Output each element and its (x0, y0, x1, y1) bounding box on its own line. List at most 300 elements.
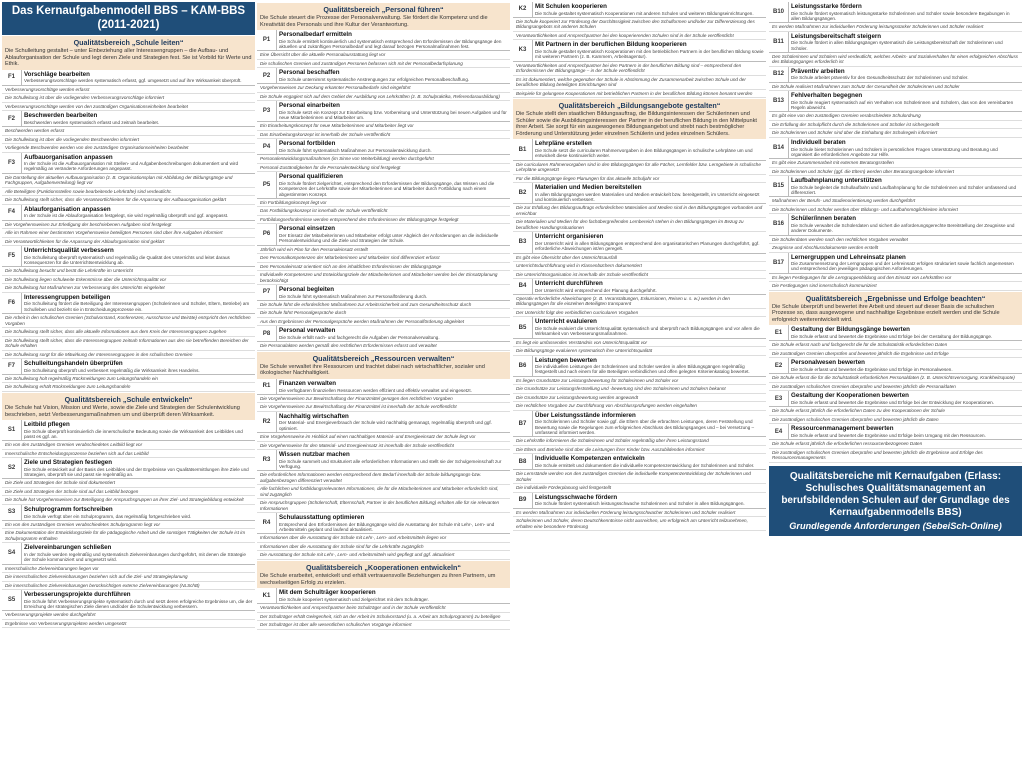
requirement-note: Die Vorgehensweise für den Material- und Energieeinsatz ist innerhalb der Schule veröffentlicht (257, 442, 510, 451)
task-title: Präventiv arbeiten (791, 67, 845, 75)
task-body (22, 246, 255, 266)
section-title: Qualitätsbereich „Schule leiten“ (73, 38, 184, 47)
requirement-note: Das Einarbeitungskonzept ist innerhalb der Schule veröffentlicht (257, 131, 510, 140)
requirement-note: Die Schulleitung stellt sicher, dass alle aktuelle Informationen aus dem Kreis der Interessengruppen zugehen (2, 328, 255, 337)
task-code: P3 (257, 101, 277, 121)
task-title: Personalbedarf ermitteln (279, 31, 352, 39)
requirement-note: Der Unterricht folgt den verbindlichen curricularen Vorgaben (513, 309, 766, 318)
requirement-note: Es werden Maßnahmen zur individuellen Förderung leistungsschwacher Schülerinnen und Schüler realisiert (513, 509, 766, 518)
section-header (257, 3, 510, 30)
requirement-note: Die Materialien und Medien für den fachübergreifenden Lernbereich stehen in den Bildungsgängen im Bezug zu beruflichen Handlungssituationen (513, 218, 766, 232)
requirement-note: Die Schulleitung erhält Rückmeldungen zum Leitungshandeln (2, 383, 255, 392)
task-body (277, 412, 510, 432)
requirement-note: Die Schulleitung ist über die vorliegenden Beschwerden informiert (2, 136, 255, 145)
task-code: E1 (769, 325, 789, 340)
requirement-note: Es gibt eine Zusammenarbeit mit externen Beratungsstellen (769, 159, 1022, 168)
task-body (789, 424, 1022, 439)
section-intro: Die Schule steuert die Prozesse der Personalverwaltung. Sie fördert die Kompetenz und die Kreativität des Personals und ihre Kultur der Verantwortung. (260, 15, 488, 28)
requirement-note: Die rechtlichen Vorgaben zur Durchführung von Abschlussprüfungen werden eingehalten (513, 402, 766, 411)
requirement-note: Ein Fortbildungskonzept liegt vor (257, 199, 510, 208)
task-code: B10 (769, 2, 789, 22)
task-item (2, 153, 255, 174)
task-code: R3 (257, 450, 277, 470)
task-body (533, 279, 766, 294)
requirement-note: Aus den Ergebnissen der Personalgespräche werden Maßnahmen der Personalförderung abgeleitet (257, 318, 510, 327)
task-description: Die Schule führt systematisch Maßnahmen zur Personalförderung durch. (279, 293, 428, 299)
task-code: E4 (769, 424, 789, 439)
requirement-note: Die Unterrichtsorganisation ist innerhalb der Schule veröffentlicht (513, 271, 766, 280)
task-description: Der Unterricht wird in allen Bildungsgängen entsprechend den organisatorischen Planungen durchgeführt, ggf. erforderliche Abweichungen ist/en geregelt. (535, 240, 760, 252)
requirement-note: Unterrichtsdurchführung wird in Klassenbüchern dokumentiert (513, 262, 766, 271)
task-item (769, 214, 1022, 235)
requirement-note: Die Darstellung der aktuellen Aufbauorganisation (z. B. Organisationsplan mit Abbildung der Bildungsgänge und Fachgruppen, Aufgabenverteilung) liegt vor (2, 174, 255, 188)
column-1 (2, 2, 255, 766)
task-title: Über Leistungsstände informieren (535, 411, 636, 419)
task-title: Schulprogramm fortschreiben (24, 505, 113, 513)
task-item (257, 172, 510, 198)
task-description: Die Schule ermittelt kontinuierlich und systematisch entsprechend den Erfordernissen der Bildungsgänge den aktuellen und zukünftigen Personalbedarf und legt darauf bezogen Personalmaßnahmen fest. (279, 38, 502, 50)
task-description: Die Schule fördert in allen Bildungsgängen systematisch die Leistungsbereitschaft der Schülerinnen und Schüler. (791, 40, 1003, 51)
requirement-note: Die Grundsätze zur Leistungsfeststellung und -bewertung sind den Schülerinnen und Schülern bekannt (513, 385, 766, 394)
requirement-note: Alle im Rahmen einer bestimmten Vorgehensweise beteiligten Personen sind über ihre Aufgaben informiert (2, 229, 255, 238)
task-item (257, 68, 510, 84)
requirement-note: Das Fortbildungskonzept ist innerhalb der Schule veröffentlicht (257, 207, 510, 216)
task-body (22, 359, 255, 374)
task-description: In der Schule werden regelmäßig und systematisch Zielvereinbarungen durchgeführt, mit denen die Strategie der Schule kommuniziert und umgesetzt wird. (24, 551, 246, 563)
task-body (789, 358, 1022, 373)
task-code: E2 (769, 358, 789, 373)
section-intro: Die Schule erarbeitet, entwickelt und erhält vertrauensvolle Beziehungen zu ihren Partnern, um wechselseitigen Erfolg zu erzielen. (260, 572, 496, 586)
task-body (533, 183, 766, 203)
requirement-note: Die Schule kooperiert zur Förderung der Durchlässigkeit zwischen den Schulformen und/oder zur Differenzierung des Bildungsangebots mit anderen Schulen (513, 18, 766, 32)
requirement-note: Die Vorgehensweisen zur Bewirtschaftung der Finanzmittel ist innerhalb der Schule veröffentlicht (257, 403, 510, 412)
requirement-note: Verantwortlichkeiten und Ansprechpartner bei den kooperierenden Schulen sind in der Schule veröffentlicht (513, 32, 766, 41)
task-title: Vorschläge bearbeiten (24, 70, 90, 78)
requirement-note: Jährlich wird ein Plan für den Personaleinsatz erstellt (257, 246, 510, 255)
requirement-note: Alle fachlichen und fortbildungsrelevanten Informationen, die für die Mitarbeiterinnen und Mitarbeiter erforderlich sind, sind zugänglich (257, 485, 510, 499)
task-code: F2 (2, 111, 22, 126)
requirement-note: Die Arbeit in den schulischen Gremien (Schulvorstand, Konferenzen, Ausschüsse und Beiräte) entspricht den rechtlichen Vorgaben (2, 314, 255, 328)
task-code: B2 (513, 183, 533, 203)
task-code: S1 (2, 420, 22, 440)
task-item (513, 139, 766, 160)
requirement-note: Die Grundsätze zur Leistungsbewertung werden angewandt (513, 394, 766, 403)
requirement-note: Die Schulleitung ist über die vorliegenden Verbesserungsvorschläge informiert (2, 94, 255, 103)
section-title: Qualitätsbereich „Kooperationen entwickeln“ (306, 562, 461, 572)
task-body (22, 420, 255, 440)
task-code: B13 (769, 91, 789, 111)
task-code: P7 (257, 285, 277, 300)
task-description: Die Schulleitung fördert die Beteiligung der Interessengruppen (Schülerinnen und Schüler, Eltern, Betriebe) am Schulleben und bezieht sie in Entscheidungsprozesse ein. (24, 301, 250, 312)
requirement-note: Die Schule führt Personalgespräche durch (257, 309, 510, 318)
task-description: Die Schule sammelt und strukturiert alle erforderlichen Informationen und stellt sie der Schulgemeinschaft zur Verfügung. (279, 458, 502, 469)
task-code: S4 (2, 543, 22, 563)
task-body (533, 40, 766, 60)
task-title: Aufbauorganisation anpassen (24, 153, 113, 161)
requirement-note: Es gibt eine Übersicht über den Unterrichtsausfall (513, 254, 766, 263)
task-code: B5 (513, 317, 533, 337)
task-title: Nachhaltig wirtschaften (279, 412, 349, 420)
task-body (533, 493, 766, 508)
task-item (257, 379, 510, 395)
requirement-note: Die Schule erfasst jährlich die erforderlichen Daten zu den Kooperationen der Schule (769, 407, 1022, 416)
task-title: Personal verwalten (279, 327, 336, 335)
task-item (2, 420, 255, 441)
task-body (22, 70, 255, 85)
task-code: B3 (513, 232, 533, 252)
task-description: Die Schulleitung überprüft systematisch und regelmäßig die Qualität des Unterrichts und leitet daraus Konsequenzen für die Unterrichtsentwicklung ab. (24, 254, 230, 266)
task-item (769, 424, 1022, 440)
requirement-note: Fortbildungserfordernisse werden entsprechend den Erfordernissen der Bildungsgänge festgelegt (257, 216, 510, 225)
task-title: Zielvereinbarungen schließen (24, 544, 112, 552)
requirement-note: Die Eltern und Betriebe sind über die Leistungen ihrer Kinder bzw. Auszubildenden informiert (513, 446, 766, 455)
task-code: K2 (513, 2, 533, 17)
task-code: R1 (257, 379, 277, 394)
task-description: Die Schule bietet Schülerinnen und Schülern in persönlichen Fragen Unterstützung und Beratung und organisiert die erforderlichen Angebote zur Hilfe. (791, 146, 998, 157)
task-body (277, 326, 510, 341)
task-body (533, 139, 766, 159)
task-item (257, 326, 510, 342)
footer-panel (769, 466, 1022, 536)
task-title: Gestaltung der Kooperationen bewerten (791, 392, 909, 400)
task-item (257, 513, 510, 534)
task-title: Personalwesen bewerten (791, 359, 865, 367)
task-code: P4 (257, 139, 277, 154)
requirement-note: Zeugnisse und Abschlussdokumente werden erstellt (769, 244, 1022, 253)
requirement-note: Verbesserungsvorschläge werden erfasst (2, 86, 255, 95)
task-code: B17 (769, 253, 789, 273)
task-body (789, 391, 1022, 406)
task-body (277, 450, 510, 470)
task-code: B12 (769, 67, 789, 82)
task-code: P5 (257, 172, 277, 197)
task-item (769, 32, 1022, 53)
task-title: Wissen nutzbar machen (279, 451, 350, 459)
task-item (769, 138, 1022, 159)
requirement-note: Alle Beteiligten (Funktionsstellen sowie bearbeitende Lehrkräfte) sind verdeutlicht. (2, 188, 255, 197)
task-code: F5 (2, 246, 22, 266)
task-title: Gestaltung der Bildungsgänge bewerten (791, 326, 910, 334)
task-description: Die verfügbaren finanziellen Ressourcen werden effizient und effektiv verwaltet und eingesetzt. (279, 387, 472, 393)
requirement-note: Die innerschulischen Zielvereinbarungen beziehen sich auf die Ziel- und Strategieplanung (2, 573, 255, 582)
task-description: Die Schule entwickelt auf der Basis des Leitbildes und der Ergebnisse von Qualitätsermittlungen ihre Ziele und Strategien, überprüft sie und passt sie regelmäßig an. (24, 466, 249, 478)
task-item (769, 325, 1022, 341)
requirement-note: Der Schulträger erhält Gelegenheit, sich an der Arbeit im Schulvorstand (u. a. Arbeit am Schulprogramm) zu beteiligen (257, 613, 510, 622)
requirement-note: Die Schülerinnen und Schüler sind über die Einhaltung der Schulregeln informiert (769, 129, 1022, 138)
task-description: Die Schule gestaltet systematisch Kooperationen mit anderen Schulen und weiteren Bildungseinrichtungen. (535, 10, 754, 16)
task-description: Die Schule setzt ein Konzept zur Einarbeitung bzw. Vorbereitung und Unterstützung bei neuen Aufgaben und für neue Mitarbeiterinnen und Mitarbeiter um. (279, 109, 507, 121)
requirement-note: Die Verantwortlichkeiten für die Anpassung der Ablauforganisation sind geklärt (2, 238, 255, 247)
task-code: B1 (513, 139, 533, 159)
task-title: Individuell beraten (791, 138, 846, 146)
task-title: Lehrpläne erstellen (535, 140, 592, 148)
task-title: Personal qualifizieren (279, 173, 343, 181)
task-item (769, 176, 1022, 197)
requirement-note: Die schulischen Gremien und zuständigen Personen befassen sich mit der Personalbedarfsplanung (257, 60, 510, 69)
task-body (533, 2, 766, 17)
task-body (22, 293, 255, 313)
task-item (2, 458, 255, 479)
task-description: Die Schule führt systematisch Maßnahmen zur Personalentwicklung durch. (279, 148, 432, 154)
task-code: K3 (513, 40, 533, 60)
task-code: B7 (513, 411, 533, 436)
requirement-note: Eine Übersicht über die aktuelle Personalausstattung liegt vor (257, 51, 510, 60)
requirement-note: Verantwortlichkeiten und Ansprechpartner bei den Partnern in der beruflichen Bildung sind – entsprechend den Erfordernissen der Bildungsgänge – in der Schule veröffentlicht (513, 62, 766, 76)
task-description: Der Unterricht wird entsprechend der Planung durchgeführt. (535, 287, 657, 293)
requirement-note: Personal-Zuständigkeiten für die Personalentwicklung sind festgelegt (257, 164, 510, 173)
task-body (789, 67, 1022, 82)
task-code: B9 (513, 493, 533, 508)
section-title: Qualitätsbereich „Bildungsangebote gestalten“ (558, 101, 721, 111)
requirement-note: Die Schule erfasst nach und fachgerecht die für die Schulstatistik erforderlichen Daten (769, 341, 1022, 350)
task-code: S3 (2, 505, 22, 520)
task-title: Beschwerden bearbeiten (24, 112, 98, 120)
task-body (789, 2, 1022, 22)
requirement-note: Den Personaleinsatz orientiert sich an den inhaltlichen Erfordernissen der Bildungsgänge (257, 263, 510, 272)
requirement-note: Die Schülerinnen und Schüler (ggf. die Eltern) werden über Beratungsangebote informiert (769, 168, 1022, 177)
requirement-note: Die Schulleitung besucht und berät die Lehrkräfte im Unterricht (2, 267, 255, 276)
task-item (513, 2, 766, 18)
task-body (789, 32, 1022, 52)
task-body (533, 411, 766, 436)
task-description: Die Schule begleitet die Schullaufbahn und Laufbahnplanung für die Schülerinnen und Schüler umfassend und differenziert. (791, 184, 1017, 196)
requirement-note: Vorliegende Beschwerden werden von den zuständigen Organisationseinheiten bearbeitet (2, 144, 255, 153)
task-body (277, 139, 510, 154)
requirement-note: Die innerschulischen Zielvereinbarungen berücksichtigen externe Zielvereinbarungen (NLSchB) (2, 582, 255, 591)
task-item (2, 70, 255, 86)
requirement-note: Es liegen Grundsätze zur Leistungsbewertung für Schülerinnen und Schüler vor (513, 377, 766, 386)
task-description: Der Material- und Energieverbrauch der Schule wird nachhaltig gemanagt, regelmäßig überprüft und ggf. optimiert. (279, 420, 492, 431)
task-title: Schüler/innen beraten (791, 215, 856, 223)
requirement-note: Es werden Maßnahmen zur individuellen Förderung leistungsstarker Schülerinnen und Schüler realisiert (769, 23, 1022, 32)
section-intro: Die Schule verwaltet ihre Ressourcen und trachtet dabei nach wirtschaftlicher, sozialer und ökologischer Nachhaltigkeit. (260, 363, 485, 377)
section-intro: Die Schule hat Vision, Mission und Werte, sowie die Ziele und Strategien der Schulentwicklung beschrieben, setzt Verbesserungsmaßnahmen um und überprüft deren Wirksamkeit. (5, 404, 240, 418)
task-description: In allen Bildungsgängen werden Materialien und Medien entwickelt bzw. bereitgestellt, im Unterricht eingesetzt und kontinuierlich verbessert. (535, 191, 760, 203)
requirement-note: Die Ausstattung der Schule mit Lehr-, Lern- und Arbeitsmitteln wird gepflegt und ggf. aktualisiert (257, 551, 510, 560)
task-item (513, 356, 766, 377)
requirement-note: Die Lernstände werden von den zuständigen Gremien die individuelle Kompetenzentwicklung der Schülerinnen und Schüler (513, 470, 766, 484)
task-body (277, 101, 510, 121)
task-body (277, 285, 510, 300)
section-title: Qualitätsbereich „Schule entwickeln“ (64, 394, 193, 404)
task-body (533, 454, 766, 469)
task-description: Die Schülerinnen und Schüler sowie ggf. die Eltern über die erbrachten Leistungen, deren Feststellung und Bewertung sowie die Regelungen zum erfolgreichen Abschluss des Bildungsganges und – bei Versetzung – umfassend informiert werden. (535, 419, 755, 435)
requirement-note: Operativ erforderliche Abweichungen (z. B. Veranstaltungen, Exkursionen, Reisen u. s. w.) werden in den Bildungsgängen für die einzelnen Beteiligten transparent (513, 295, 766, 309)
task-code: F6 (2, 293, 22, 313)
task-body (533, 356, 766, 376)
task-code: F7 (2, 359, 22, 374)
task-code: P1 (257, 30, 277, 50)
task-code: B14 (769, 138, 789, 158)
task-item (2, 111, 255, 127)
task-description: Die Schule arbeitet präventiv für den Gesundheitsschutz der Schülerinnen und Schüler. (791, 75, 969, 81)
task-code: B15 (769, 176, 789, 196)
requirement-note: Informationen über die Ausstattung der Schule mit Lehr-, Lern- und Arbeitsmitteln liegen vor (257, 534, 510, 543)
task-item (513, 183, 766, 204)
task-item (257, 588, 510, 604)
task-code: S5 (2, 590, 22, 610)
task-title: Schulausstattung optimieren (279, 514, 365, 522)
requirement-note: Individuelle Kompetenzen und Entwicklungsziele der Mitarbeiterinnen und Mitarbeiter werden bei der Einsatzplanung berücksichtigt (257, 271, 510, 285)
task-description: Der Einsatz der Mitarbeiterinnen und Mitarbeiter erfolgt unter Abgleich der Anforderungen an die individuelle Personalentwicklung und die Ziele und Strategien der Schule. (279, 232, 499, 244)
task-code: K1 (257, 588, 277, 603)
task-item (769, 67, 1022, 83)
task-code: B11 (769, 32, 789, 52)
task-title: Personal einarbeiten (279, 102, 340, 110)
task-title: Fehlverhalten begegnen (791, 92, 863, 100)
task-title: Leistungsschwache fördern (535, 493, 618, 501)
requirement-note: Informationen über die Ausstattung der Schule sind für die Lehrkräfte zugänglich (257, 543, 510, 552)
task-item (2, 590, 255, 611)
requirement-note: Die Personalakten werden gemäß den rechtlichen Erfordernissen erfasst und verwaltet (257, 342, 510, 351)
task-description: Beschwerden werden systematisch erfasst und zeitnah bearbeitet. (24, 119, 160, 125)
requirement-note: Die curricularen Rahmenvorgaben sind in den Bildungsgängen für alle Fächer, Lernfelder bzw. Lerngebiete in schulische Lehrpläne umgesetzt (513, 161, 766, 175)
task-item (513, 317, 766, 338)
task-description: Die Schule verfügt über ein Schulprogramm, das regelmäßig fortgeschrieben wird. (24, 513, 192, 519)
task-body (277, 513, 510, 533)
requirement-note: Die Schulleitung hat Maßnahmen zur Verbesserung des Unterrichts eingeleitet (2, 284, 255, 293)
requirement-note: Verantwortlichkeiten und Ansprechpartner beim Schulträger und in der Schule veröffentlicht (257, 604, 510, 613)
task-item (2, 293, 255, 314)
task-body (533, 317, 766, 337)
task-item (257, 412, 510, 433)
task-description: Die Schule überprüft kontinuierlich die innerschulische Bedeutung sowie die Wirksamkeit des Leitbildes und passt es ggf. an. (24, 428, 243, 439)
task-code: P2 (257, 68, 277, 83)
task-body (22, 505, 255, 520)
task-description: Die Schule erfasst und bewertet die Ergebnisse und Erfolge im Personalwesen. (791, 366, 953, 372)
task-description: Die Schule erfasst und bewertet die Ergebnisse und Erfolge bei der Gestaltung der Bildungsgänge. (791, 334, 993, 340)
task-item (769, 391, 1022, 407)
task-item (2, 543, 255, 564)
requirement-note: Die zuständigen schulischen Gremien überprüfen und bewerten jährlich die Personaldaten (769, 383, 1022, 392)
task-title: Mit Schulen kooperieren (535, 3, 607, 10)
task-title: Ziele und Strategien festlegen (24, 459, 113, 467)
task-description: Die Schule kooperiert systematisch und zielgerichtet mit dem Schulträger. (279, 596, 429, 602)
task-description: Entsprechend den Erfordernissen der Bildungsgänge wird die Ausstattung der Schule mit Lehr-, Lern- und Arbeitsmitteln geplant und laufend aktualisiert. (279, 521, 495, 533)
section-intro: Die Schulleitung gestaltet – unter Einbeziehung aller Interessengruppen – die Aufbau- und Ablauforganisation der Schule und legt deren Ziele und Strategien fest. Sie ist Vorbild für Werte und Ethik. (5, 48, 252, 68)
task-code: F4 (2, 205, 22, 220)
task-item (257, 450, 510, 471)
task-body (533, 232, 766, 252)
task-body (277, 379, 510, 394)
task-title: Leistungsstarke fördern (791, 3, 862, 10)
task-body (789, 325, 1022, 340)
task-item (2, 505, 255, 521)
task-body (22, 153, 255, 173)
requirement-note: Eine Dokumentation der Entwicklungsziele für die pädagogische Arbeit und die sonstigen Tätigkeiten der Schule ist im Schulprogramm enthalten (2, 529, 255, 543)
column-3 (513, 2, 766, 766)
task-description: Die Schule gestaltet systematisch Kooperationen mit den betrieblichen Partnern in der beruflichen Bildung sowie mit weiteren Partnern (z. B. Kammern, Arbeitsagentur). (535, 48, 764, 60)
requirement-note: Innerschulische Zielvereinbarungen liegen vor (2, 565, 255, 574)
task-body (22, 205, 255, 220)
section-title: Qualitätsbereich „Ressourcen verwalten“ (312, 353, 455, 363)
task-description: Verbesserungsvorschläge werden systematisch erfasst, ggf. umgesetzt und auf ihre Wirksamkeit überprüft. (24, 78, 242, 84)
section-title: Qualitätsbereich „Ergebnisse und Erfolge beachten“ (805, 293, 986, 303)
task-body (789, 138, 1022, 158)
requirement-note: Die Ziele und Strategien der Schule sind auf das Leitbild bezogen (2, 488, 255, 497)
task-title: Finanzen verwalten (279, 379, 337, 387)
task-description: Die Schule unternimmt systematische Anstrengungen zur erfolgreichen Personalbeschaffung. (279, 76, 470, 82)
requirement-note: Ergebnisse von Verbesserungsprojekten werden umgesetzt (2, 620, 255, 629)
task-item (257, 224, 510, 245)
task-title: Unterricht durchführen (535, 280, 603, 288)
task-code: F3 (2, 153, 22, 173)
task-title: Lernergruppen und Lehreinsatz planen (791, 253, 906, 261)
requirement-note: Die Schulleitung sorgt für die Mitwirkung der Interessengruppen in den schulischen Gremien (2, 351, 255, 360)
task-title: Unterricht organisieren (535, 233, 604, 241)
task-description: Die Schule führt Verbesserungsprojekte systematisch durch und setzt deren erfolgreiche Ergebnisse um, die der Erreichung der strategischen Ziele dienen und/oder die Schulentwicklung verbessern. (24, 598, 253, 609)
task-body (22, 543, 255, 563)
task-code: F1 (2, 70, 22, 85)
task-description: Die Zusammensetzung der Lerngruppen und der Lehreinsatz erfolgen strukturiert sowie fachlich angemessen und entsprechend den jeweiligen pädagogischen Anforderungen. (791, 261, 1014, 272)
requirement-note: Es liegen Festlegungen für die Lerngruppenbildung und den Einsatz von Lehrkräften vor (769, 274, 1022, 283)
task-item (769, 91, 1022, 112)
requirement-note: Personalentwicklungsmaßnahmen (im Sinne von Weiterbildung) werden durchgeführt (257, 155, 510, 164)
requirement-note: Die Schule erfasst die für die Schulstatistik erforderlichen Personaldaten (z. B. Unterrichtsversorgung, Krankheitsquote) (769, 374, 1022, 383)
requirement-note: Verbesserungsprojekte werden durchgeführt (2, 611, 255, 620)
requirement-note: Die erforderlichen Informationen werden entsprechend dem Bedarf innerhalb der Schule bildungsgangs-bzw. aufgabenbezogen differenziert verwaltet (257, 471, 510, 485)
task-description: Die Schule verwaltet die Schülerdaten und sichert die anforderungsgerechte Bereitstellung der Zeugnisse und anderer Dokumente. (791, 222, 1015, 234)
task-code: E3 (769, 391, 789, 406)
task-code: R2 (257, 412, 277, 432)
task-description: In der Schule ist die Ablauforganisation festgelegt, sie wird regelmäßig überprüft und ggf. angepasst. (24, 213, 229, 219)
task-description: Die Schule reagiert systematisch auf ein Verhalten von Schülerinnen und Schülern, das von den vereinbarten Regeln abweicht. (791, 99, 1014, 111)
task-title: Interessengruppen beteiligen (24, 293, 111, 301)
task-title: Unterricht evaluieren (535, 318, 597, 326)
task-code: B16 (769, 214, 789, 234)
task-item (769, 2, 1022, 23)
requirement-note: Die zuständigen schulischen Gremien überprüfen und bewerten jährlich die Ergebnisse und Erfolge des Ressourcenmanagements (769, 449, 1022, 463)
task-title: Schulleitungshandeln überprüfen (24, 360, 123, 368)
section-intro: Die Schule stellt den staatlichen Bildungsauftrag, die Bildungsinteressen der Schülerinnen und Schüler sowie die Ausbildungsinteressen der Partner in der beruflichen Bildung in den Mittelpunkt ihrer Arbeit. Sie sorgt für ein ausgewogenes Bildungsangebot und strebt nach bestmöglicher Förderung und Unterstützung jeder einzelnen Schülerin und jedes einzelnen Schülers. (516, 111, 757, 137)
task-description: In der Schule ist die Aufbauorganisation mit Stellen- und Aufgabenbeschreibungen dokumentiert und wird regelmäßig an veränderte Anforderungen angepasst. (24, 161, 239, 172)
requirement-note: Für die Bildungsgänge liegen Planungen für das aktuelle Schuljahr vor (513, 175, 766, 184)
requirement-note: Die Ziele und Strategien der Schule sind dokumentiert (2, 479, 255, 488)
requirement-note: Die Schulleitung liegen schulweite Erkenntnisse über die Unterrichtsqualität vor (2, 276, 255, 285)
task-code: S2 (2, 458, 22, 478)
task-body (789, 91, 1022, 111)
task-body (277, 224, 510, 244)
requirement-note: Die Anspruchsgruppen (Schülerschaft, Elternschaft, Partner in der beruflichen Bildung) erhalten alle für sie relevanten Informationen (257, 499, 510, 513)
task-description: Die Schule fördert systematisch leistungsschwache Schülerinnen und Schüler in allen Bildungsgängen. (535, 501, 745, 507)
task-title: Mit Partnern in der beruflichen Bildung kooperieren (535, 41, 687, 49)
task-body (277, 172, 510, 197)
requirement-note: Die Schulleitung stellt sicher, dass die Verantwortlichkeiten für die Anpassung der Aufbauorganisation geklärt (2, 196, 255, 205)
task-title: Laufbahnplanung unterstützen (791, 177, 882, 185)
requirement-note: Ein von den zuständigen Gremien verabschiedetes Schulprogramm liegt vor (2, 521, 255, 530)
requirement-note: Der Schulträger ist über alle wesentlichen schulischen Vorgänge informiert (257, 621, 510, 630)
task-title: Personal begleiten (279, 286, 335, 294)
task-code: P8 (257, 326, 277, 341)
task-item (257, 30, 510, 51)
task-body (22, 111, 255, 126)
task-code: B6 (513, 356, 533, 376)
requirement-note: Maßnahmen der Berufs- und Studienorientierung werden durchgeführt (769, 197, 1022, 206)
requirement-note: Die zuständigen Gremien überprüfen und bewerten jährlich die Ergebnisse und Erfolge (769, 350, 1022, 359)
task-item (2, 205, 255, 221)
requirement-note: Vorgehensweisen zur Deckung erkannter Personalbedarfe sind eingeführt (257, 84, 510, 93)
task-item (513, 232, 766, 253)
requirement-note: Die Erfüllung der Schulpflicht durch die Schülerinnen und Schüler ist sichergestellt (769, 121, 1022, 130)
task-item (513, 454, 766, 470)
requirement-note: Ein von den zuständigen Gremien verabschiedetes Leitbild liegt vor (2, 441, 255, 450)
task-title: Verbesserungsprojekte durchführen (24, 591, 131, 599)
section-header (2, 36, 255, 70)
task-title: Leitbild pflegen (24, 421, 70, 429)
requirement-note: Beispiele für gelungene Kooperationen mit betrieblichen Partnern in der beruflichen Bildung können benannt werden (513, 90, 766, 99)
task-description: Die individuellen Leistungen der Schülerinnen und Schüler werden in allen Bildungsgängen regelmäßig festgestellt und nach einem für alle Beteiligten verbindlichen und offen gelegten Kriterienkatalog bewertet. (535, 364, 750, 375)
task-description: Die Schule ermittelt und dokumentiert die individuelle Kompetenzentwicklung der Schülerinnen und Schüler. (535, 462, 755, 468)
